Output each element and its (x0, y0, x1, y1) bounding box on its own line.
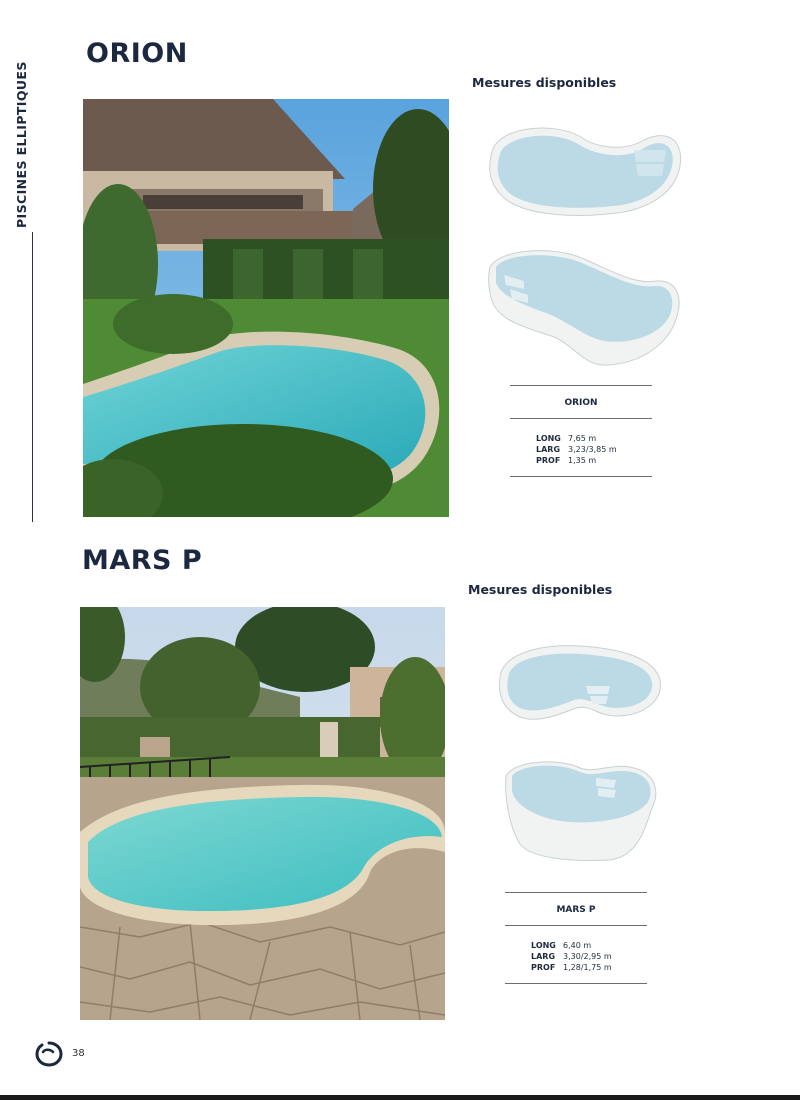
spec-row (531, 962, 612, 973)
orion-pool-photo (83, 99, 449, 517)
spec-rule-bottom (510, 476, 652, 477)
spec-key: PROF (531, 963, 556, 972)
mars-p-pool-top-view (494, 642, 664, 724)
spec-key: LONG (536, 434, 561, 443)
mesures-label-orion: Mesures disponibles (472, 75, 617, 90)
page-number: 38 (72, 1048, 85, 1059)
spec-row (536, 433, 617, 444)
spec-row (531, 951, 612, 962)
category-text: PISCINES ELLIPTIQUES (14, 61, 29, 228)
section-title-mars-p: MARS P (82, 545, 203, 576)
spec-value: 1,28/1,75 m (563, 963, 612, 972)
spec-key: LARG (531, 952, 556, 961)
section-title-orion: ORION (86, 38, 188, 69)
mars-p-spec-card (505, 892, 647, 984)
spec-row (536, 455, 617, 466)
spec-rule-mid (505, 925, 647, 926)
spec-rule-bottom (505, 983, 647, 984)
scan-edge (0, 1095, 800, 1100)
orion-pool-top-view (484, 122, 684, 218)
orion-model-name: ORION (564, 398, 598, 408)
brand-logo-icon (34, 1040, 64, 1072)
spec-value: 7,65 m (568, 434, 597, 443)
orion-spec-table (536, 433, 617, 466)
spec-row (531, 940, 612, 951)
spec-value: 1,35 m (568, 456, 597, 465)
spec-rule-mid (510, 418, 652, 419)
spec-key: PROF (536, 456, 561, 465)
mars-p-pool-photo (80, 607, 445, 1020)
mars-p-pool-3d-view (500, 758, 660, 862)
spec-key: LONG (531, 941, 556, 950)
mars-p-spec-table (531, 940, 612, 973)
spec-row (536, 444, 617, 455)
spec-value: 3,23/3,85 m (568, 445, 617, 454)
orion-spec-card (510, 385, 652, 477)
spec-value: 6,40 m (563, 941, 592, 950)
mars-p-model-name: MARS P (556, 905, 596, 915)
spec-value: 3,30/2,95 m (563, 952, 612, 961)
orion-pool-3d-view (484, 245, 684, 369)
category-label (14, 38, 44, 228)
mesures-label-mars-p: Mesures disponibles (468, 582, 613, 597)
spec-key: LARG (536, 445, 561, 454)
sidebar-divider (32, 232, 33, 522)
